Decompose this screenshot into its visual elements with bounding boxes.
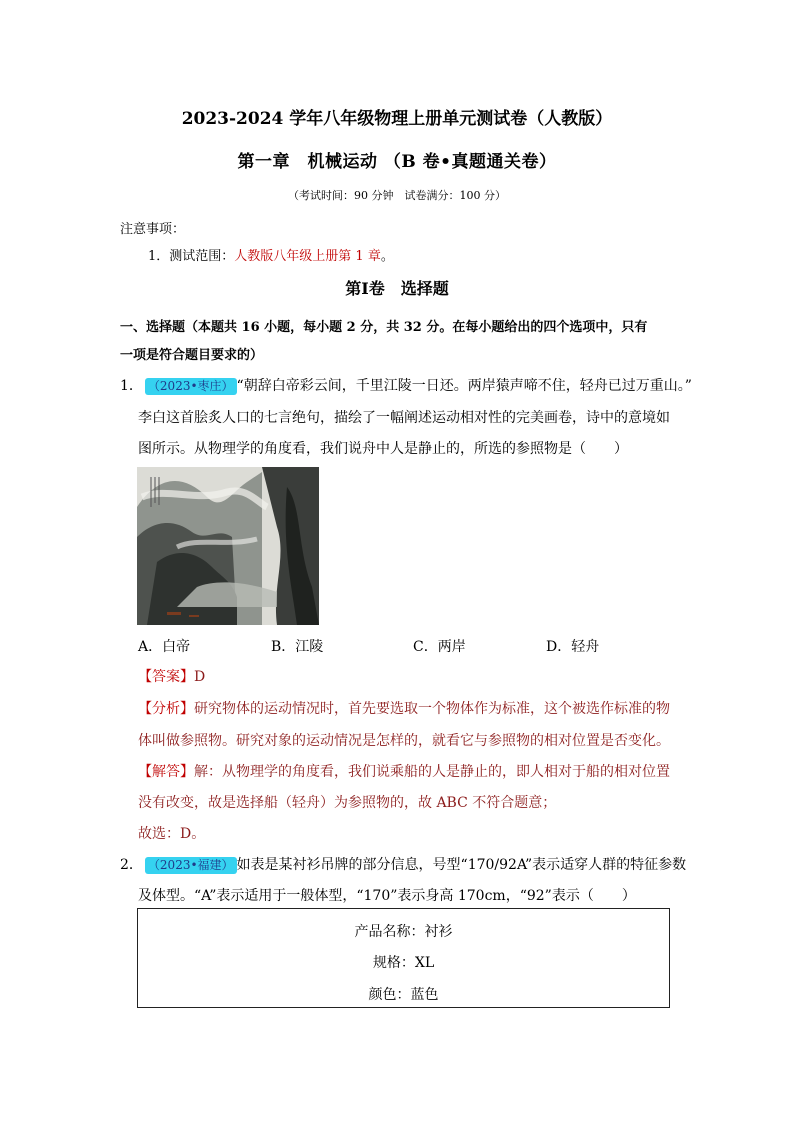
notice-item-prefix: 1．测试范围： xyxy=(148,249,235,264)
solution-line1 xyxy=(138,757,670,787)
analysis-label: 【分析】 xyxy=(138,701,194,717)
analysis-line2: 体叫做参照物。研究对象的运动情况是怎样的，就看它与参照物的相对位置是否变化。 xyxy=(138,733,670,749)
table-row-product-name: 产品名称：衬衫 xyxy=(354,924,453,940)
solution-label: 【解答】 xyxy=(138,764,194,780)
exam-info: （考试时间：90 分钟 试卷满分：100 分） xyxy=(288,189,506,202)
document-title: 2023-2024 学年八年级物理上册单元测试卷（人教版） xyxy=(181,109,613,129)
section-title: 第Ⅰ卷 选择题 xyxy=(345,279,449,298)
question-2-source-tag: （2023•福建） xyxy=(145,857,237,874)
question-2-line1 xyxy=(120,850,686,880)
section-intro-line2: 一项是符合题目要求的） xyxy=(120,348,264,363)
question-2-number: 2． xyxy=(120,857,143,873)
table-row-color: 颜色：蓝色 xyxy=(368,987,439,1003)
option-b: B．江陵 xyxy=(271,639,324,655)
question-1-stem-line2: 李白这首脍炙人口的七言绝句，描绘了一幅阐述运动相对性的完美画卷，诗中的意境如 xyxy=(138,410,670,426)
chapter-title: 第一章 机械运动 （B 卷•真题通关卷） xyxy=(237,152,557,172)
analysis-line1 xyxy=(138,694,670,724)
choice-line: 故选：D。 xyxy=(138,826,206,842)
question-2-stem-line2: 及体型。“A”表示适用于一般体型，“170”表示身高 170cm，“92”表示（ ） xyxy=(138,888,636,904)
question-1-stem-line3: 图所示。从物理学的角度看，我们说舟中人是静止的，所选的参照物是（ ） xyxy=(138,441,628,457)
section-intro-line1: 一、选择题（本题共 16 小题，每小题 2 分，共 32 分。在每小题给出的四个选项中，只有 xyxy=(120,320,648,335)
analysis-text1: 研究物体的运动情况时，首先要选取一个物体作为标准，这个被选作标准的物 xyxy=(194,701,670,717)
notice-item-suffix: 。 xyxy=(380,249,394,264)
question-1-stem-line1: “朝辞白帝彩云间，千里江陵一日还。两岸猿声啼不住，轻舟已过万重山。” xyxy=(236,378,692,394)
notice-scope-highlight: 人教版八年级上册第 1 章 xyxy=(234,249,381,264)
notice-item-scope xyxy=(148,245,394,264)
question-1-number: 1． xyxy=(120,378,143,394)
question-1-line1 xyxy=(120,371,692,401)
notice-heading: 注意事项： xyxy=(120,222,186,237)
question-2-stem-line1: 如表是某衬衫吊牌的部分信息，号型“170/92A”表示适穿人群的特征参数 xyxy=(236,857,687,873)
shirt-tag-table xyxy=(137,908,670,1008)
landscape-painting-image xyxy=(137,467,319,625)
question-1-source-tag: （2023•枣庄） xyxy=(145,378,237,395)
answer-value: D xyxy=(194,669,206,685)
table-row-size: 规格：XL xyxy=(372,955,435,971)
answer-line xyxy=(138,662,205,692)
option-d: D．轻舟 xyxy=(546,639,600,655)
section-intro xyxy=(120,314,680,370)
solution-text1: 解：从物理学的角度看，我们说乘船的人是静止的，即人相对于船的相对位置 xyxy=(194,764,670,780)
option-a: A．白帝 xyxy=(138,639,191,655)
solution-line2: 没有改变，故是选择船（轻舟）为参照物的，故 ABC 不符合题意； xyxy=(138,795,557,811)
answer-label: 【答案】 xyxy=(138,669,194,685)
option-c: C．两岸 xyxy=(413,639,466,655)
